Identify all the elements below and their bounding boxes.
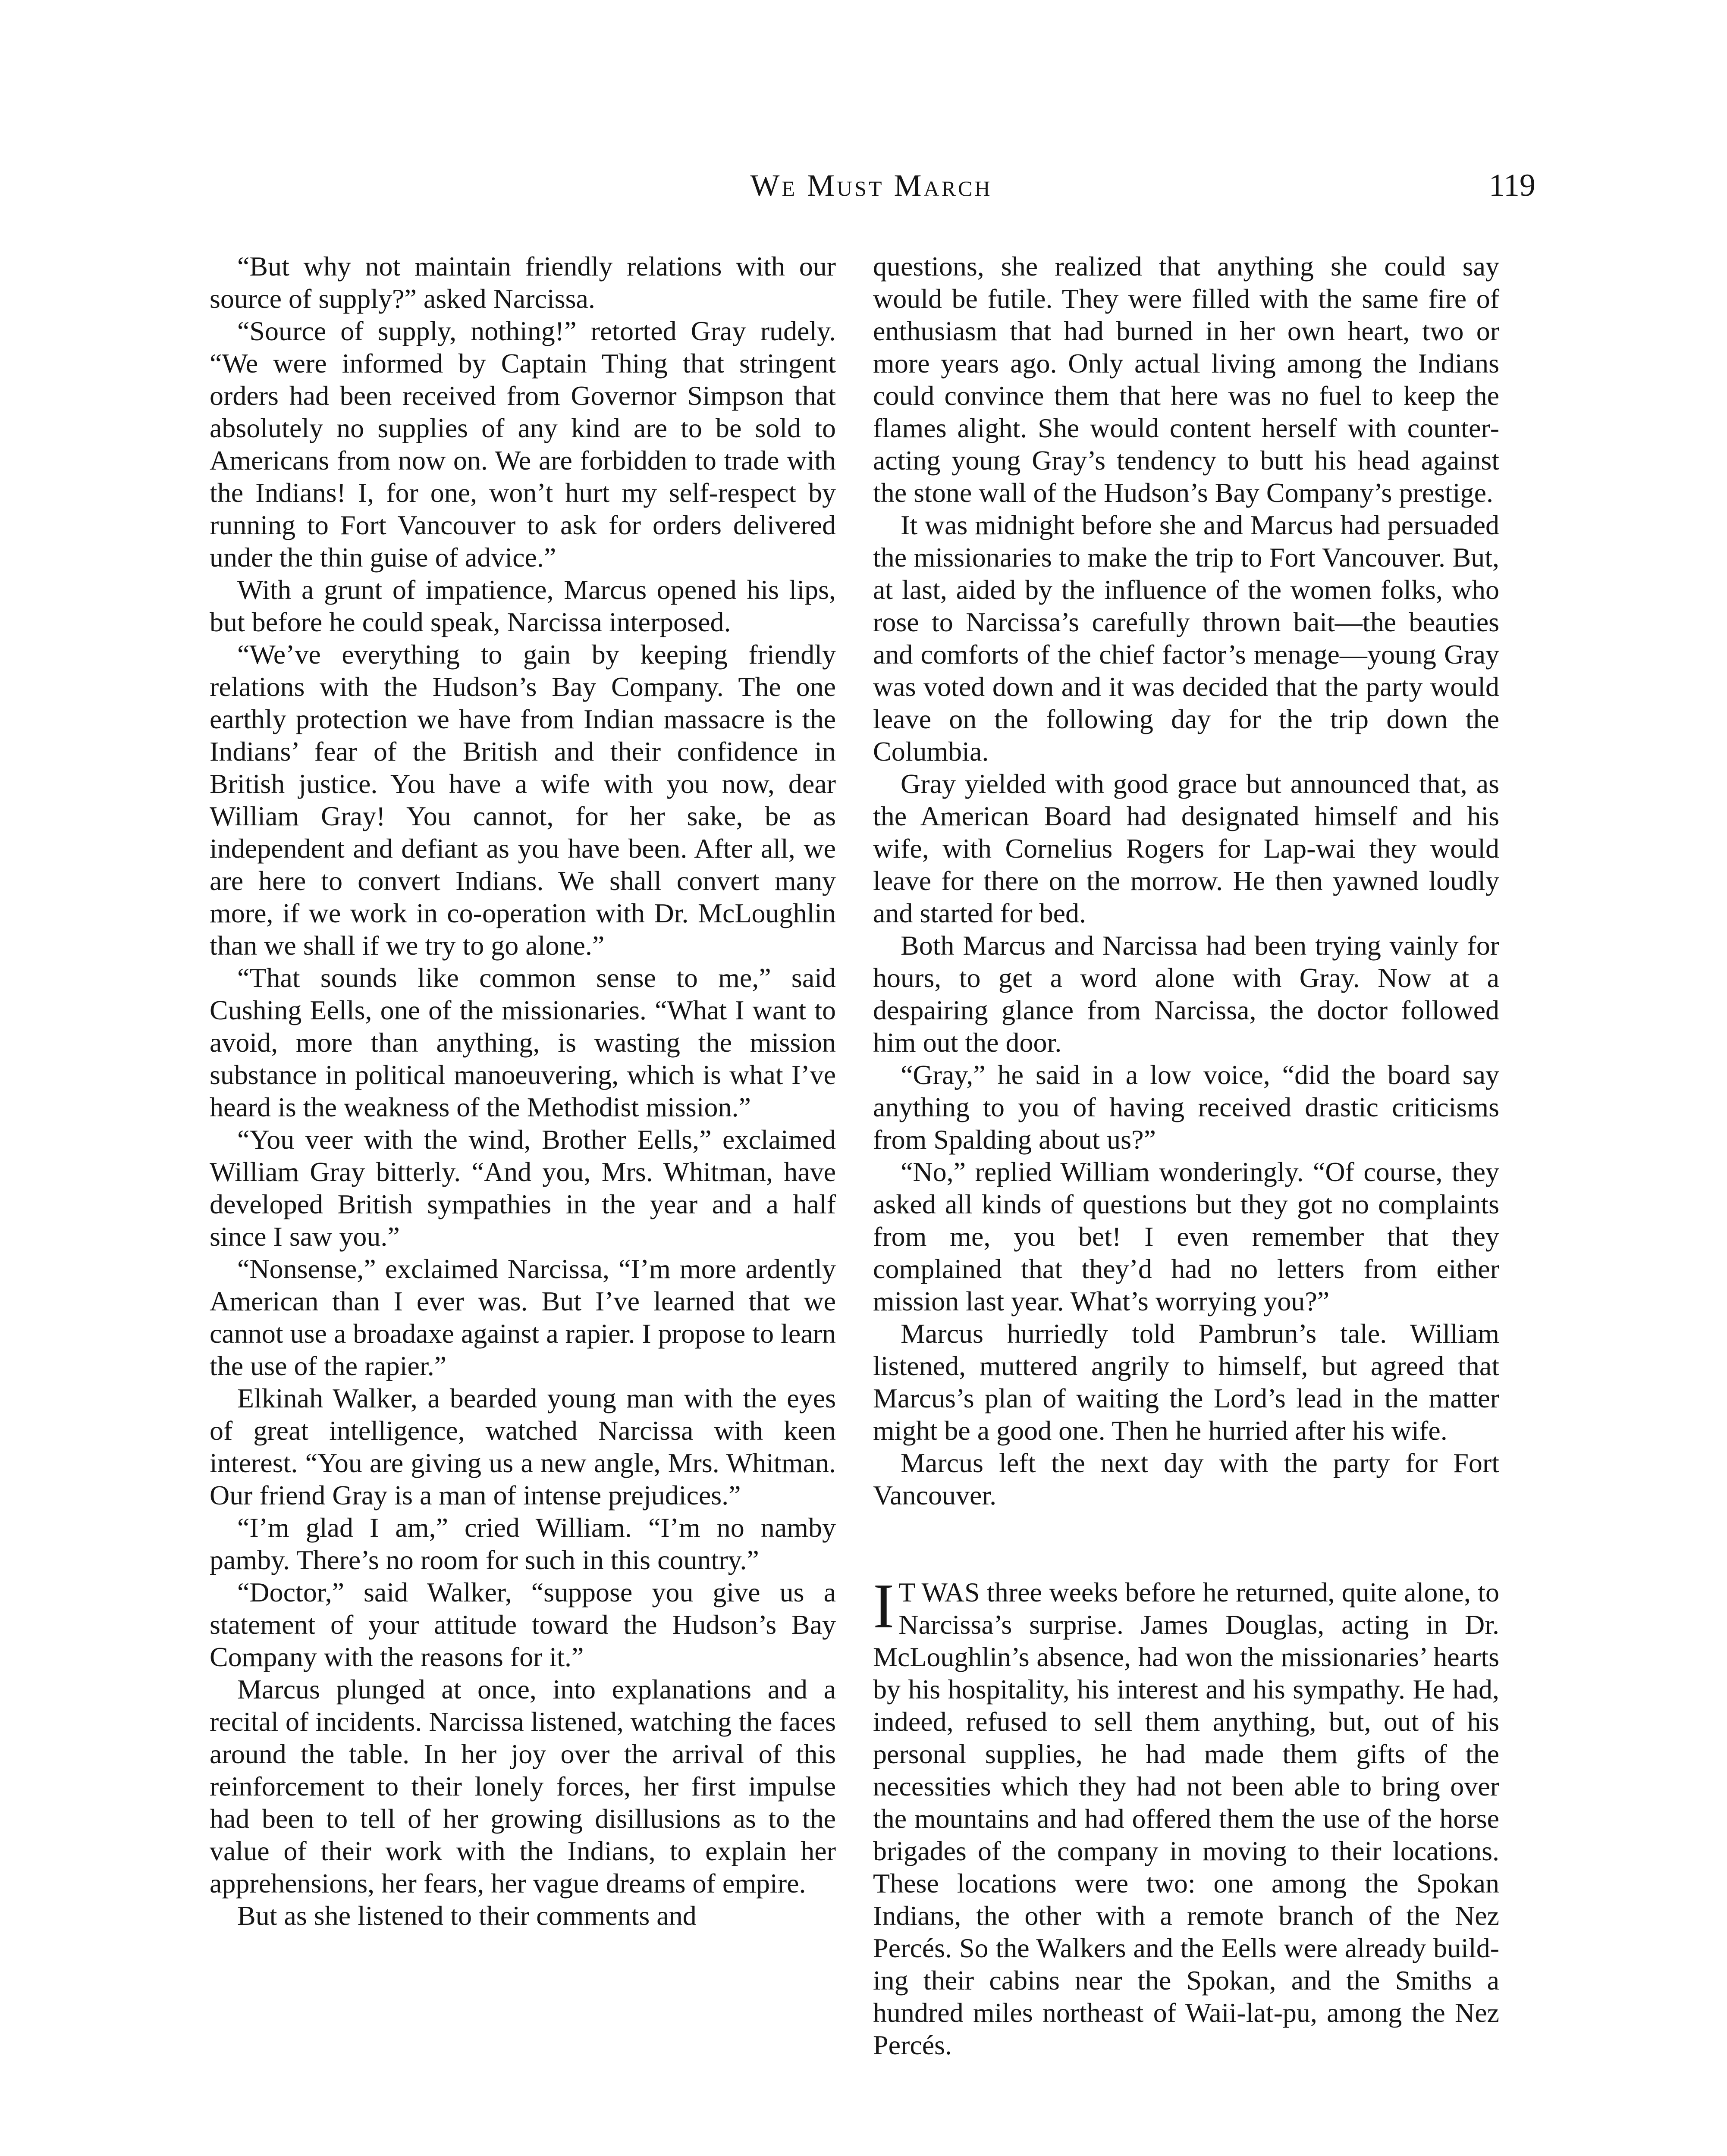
section-opening-text: T WAS three weeks before he returned, quite alone, to Narcissa’s surprise. James Douglas, acting in Dr. McLoughlin’s absence, had won the missionaries’ hearts by his hospitality, his interest and his sympathy. He had, indeed, refused to sell them anything, but, out of his personal supplies, he had made them gifts of the necessities which they had not been able to bring over the mountains and had offered them the use of the horse brigades of the company in moving to their locations. These locations were two: one among the Spokan Indians, the other with a remote branch of the Nez Percés. So the Walkers and the Eells were already building their cabins near the Spokan, and the Smiths a hundred miles northeast of Waii-lat-pu, among the Nez Percés. — [873, 1577, 1499, 2060]
paragraph: “Gray,” he said in a low voice, “did the board say anything to you of having received drastic criticisms from Spalding about us?” — [873, 1059, 1499, 1155]
section-opening-paragraph — [873, 1571, 1499, 2061]
paragraph: “That sounds like common sense to me,” said Cushing Eells, one of the missionaries. “What I want to avoid, more than anything, is wasting the mission substance in political manoeuvering, which is what I’ve heard is the weakness of the Methodist mission.” — [210, 962, 836, 1122]
paragraph: “No,” replied William wonderingly. “Of course, they asked all kinds of questions but they got no complaints from me, you bet! I even remember that they complained that they’d had no letters from either mission last year. What’s worrying you?” — [873, 1156, 1499, 1316]
paragraph: Marcus plunged at once, into explanations and a recital of incidents. Narcissa listened, watching the faces around the table. In her joy over the arrival of this reinforcement to their lonely forces, her first impulse had been to tell of her growing disillusions as to the value of their work with the Indians, to explain her apprehensions, her fears, her vague dreams of empire. — [210, 1674, 836, 1899]
paragraph: Marcus hurriedly told Pambrun’s tale. William listened, muttered angrily to himself, but agreed that Marcus’s plan of waiting the Lord’s lead in the matter might be a good one. Then he hurried after his wife. — [873, 1318, 1499, 1446]
paragraph: “We’ve everything to gain by keeping friendly relations with the Hudson’s Bay Company. The one earthly protection we have from Indian massacre is the Indians’ fear of the British and their confidence in British justice. You have a wife with you now, dear William Gray! You cannot, for her sake, be as independent and defiant as you have been. After all, we are here to convert Indians. We shall convert many more, if we work in co-operation with Dr. McLoughlin than we shall if we try to go alone.” — [210, 639, 836, 961]
running-title: We Must March — [750, 168, 992, 203]
paragraph: But as she listened to their comments and — [237, 1900, 697, 1931]
paragraph: Both Marcus and Narcissa had been trying vainly for hours, to get a word alone with Gray. Now at a despairing glance from Narcissa, the doctor followed him out the door. — [873, 930, 1499, 1058]
paragraph: “But why not maintain friendly relations with our source of supply?” asked Narcissa. — [210, 251, 836, 314]
paragraph: Elkinah Walker, a bearded young man with the eyes of great intelligence, watched Narcissa with keen interest. “You are giving us a new angle, Mrs. Whitman. Our friend Gray is a man of intense prejudices.” — [210, 1383, 836, 1510]
page-number: 119 — [1488, 168, 1535, 203]
paragraph: Gray yielded with good grace but announced that, as the American Board had designated himself and his wife, with Cornelius Rogers for Lap-wai they would leave for there on the morrow. He then yawned loudly and started for bed. — [873, 768, 1499, 928]
section-break — [873, 1511, 1499, 1576]
running-head — [207, 162, 1535, 209]
paragraph: “Doctor,” said Walker, “suppose you give us a statement of your attitude toward the Hudson’s Bay Company with the reasons for it.” — [210, 1577, 836, 1672]
paragraph: “You veer with the wind, Brother Eells,” exclaimed William Gray bitterly. “And you, Mrs. Whitman, have developed British sympathies in the year and a half since I saw you.” — [210, 1124, 836, 1252]
paragraph: “Source of supply, nothing!” retorted Gray rudely. “We were informed by Captain Thing that stringent orders had been received from Governor Simpson that absolutely no supplies of any kind are to be sold to Americans from now on. We are forbidden to trade with the Indians! I, for one, won’t hurt my self-respect by running to Fort Vancouver to ask for orders delivered under the thin guise of advice.” — [210, 316, 836, 573]
paragraph-continuation: questions, she realized that anything she could say would be futile. They were filled with the same fire of enthusiasm that had burned in her own heart, two or more years ago. Only actual living among the Indians could convince them that here was no fuel to keep the flames alight. She would content herself with counteracting young Gray’s tendency to butt his head against the stone wall of the Hudson’s Bay Company’s prestige. — [873, 251, 1499, 508]
drop-cap: I — [873, 1571, 895, 1642]
paragraph: “I’m glad I am,” cried William. “I’m no namby pamby. There’s no room for such in this country.” — [210, 1512, 836, 1575]
left-column — [210, 250, 836, 1932]
paragraph: Marcus left the next day with the party for Fort Vancouver. — [873, 1448, 1499, 1510]
paragraph: It was midnight before she and Marcus had persuaded the missionaries to make the trip to Fort Vancouver. But, at last, aided by the influence of the women folks, who rose to Narcissa’s carefully thrown bait—the beauties and comforts of the chief factor’s menage—young Gray was voted down and it was decided that the party would leave on the following day for the trip down the Columbia. — [873, 510, 1499, 767]
right-column — [873, 250, 1499, 2061]
paragraph: “Nonsense,” exclaimed Narcissa, “I’m more ardently American than I ever was. But I’ve learned that we cannot use a broadaxe against a rapier. I propose to learn the use of the rapier.” — [210, 1253, 836, 1381]
paragraph: With a grunt of impatience, Marcus opened his lips, but before he could speak, Narcissa interposed. — [210, 574, 836, 637]
